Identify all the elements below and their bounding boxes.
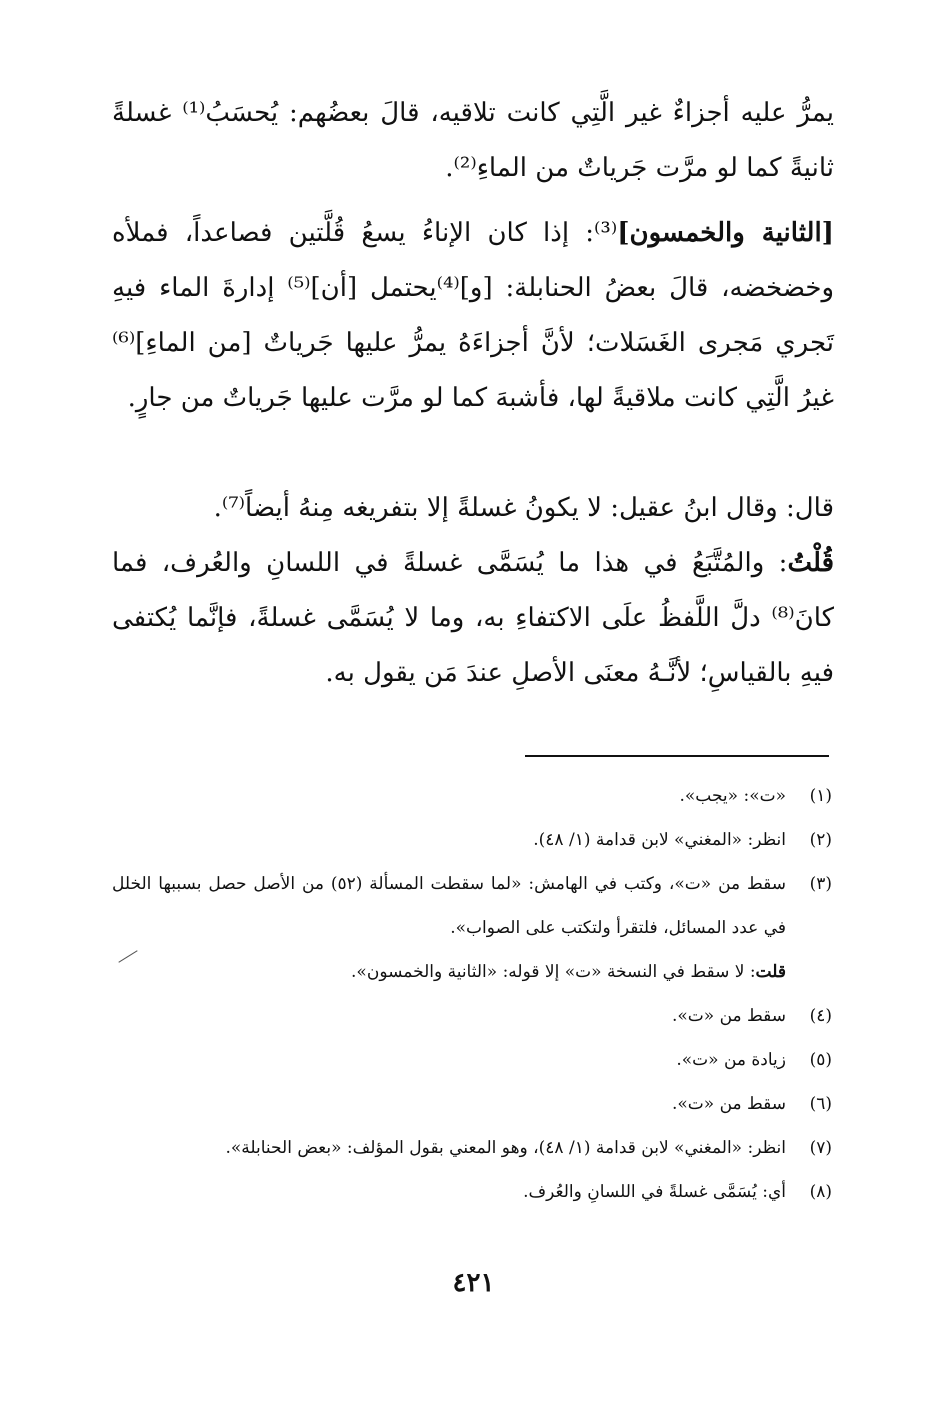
paragraph	[112, 206, 834, 426]
footnote	[112, 774, 832, 818]
footnote-text: سقط من «ت».	[671, 1006, 786, 1026]
paragraph: قال: وقال ابنُ عقيل: لا يكونُ غسلةً إلا بتفريغه مِنهُ أيضاً⁽⁷⁾.	[213, 493, 834, 523]
footnote	[112, 1082, 832, 1126]
footnote-number: (٧)	[809, 1138, 832, 1158]
footnote-number: (٥)	[809, 1050, 832, 1070]
footnote-number: (٣)	[809, 874, 832, 894]
footnote	[112, 1170, 832, 1214]
paragraph: يمرُّ عليه أجزاءٌ غير الَّتِي كانت تلاقيه، قالَ بعضُهم: يُحسَبُ⁽¹⁾ غسلةً ثانيةً كما لو مرَّت جَرياتٌ من الماءِ⁽²⁾.	[112, 98, 834, 183]
paragraph-body: : والمُتَّبَعُ في هذا ما يُسَمَّى غسلةً في اللسانِ والعُرف، فما كانَ⁽⁸⁾ دلَّ اللَّفظُ علَى الاكتفاءِ به، وما لا يُسَمَّى غسلةً، فإنَّما يُكتفى فيهِ بالقياسِ؛ لأنَّـهُ معنَى الأصلِ عندَ مَن يقول به.	[112, 548, 834, 688]
footnote	[112, 1038, 832, 1082]
footnote	[112, 994, 832, 1038]
footnote-separator	[525, 755, 829, 757]
footnote-text: : لا سقط في النسخة «ت» إلا قوله: «الثانية والخمسون».	[351, 962, 756, 982]
footnote-number: (٢)	[809, 830, 832, 850]
footnote-text: سقط من «ت».	[671, 1094, 786, 1114]
paragraph-body: ⁽³⁾: إذا كان الإناءُ يسعُ قُلَّتين فصاعداً، فملأه وخضخضه، قالَ بعضُ الحنابلة: [و]⁽⁴⁾يحتمل [أن]⁽⁵⁾ إدارةَ الماء فيهِ تَجري مَجرى الغَسَلات؛ لأنَّ أجزاءَهُ يمرُّ عليها جَرياتٌ [من الماءِ]⁽⁶⁾ غيرُ الَّتِي كانت ملاقيةً لها، فأشبهَ كما لو مرَّت عليها جَرياتٌ من جارٍ.	[112, 218, 835, 413]
footnote-number: (٨)	[809, 1182, 832, 1202]
footnote-number: (٤)	[809, 1006, 832, 1026]
footnote-text: سقط من «ت»، وكتب في الهامش: «لما سقطت المسألة (٥٢) من الأصل حصل بسببها الخلل في عدد المسائل، فلتقرأ ولتكتب على الصواب».	[112, 874, 786, 938]
footnote-text: انظر: «المغني» لابن قدامة (١/ ٤٨)، وهو المعني بقول المؤلف: «بعض الحنابلة».	[225, 1138, 786, 1158]
footnote-text: أي: يُسَمَّى غسلةً في اللسانِ والعُرف.	[523, 1182, 786, 1202]
footnote	[112, 818, 832, 862]
main-text	[112, 86, 834, 701]
footnote	[112, 1126, 832, 1170]
footnote-number: (٦)	[809, 1094, 832, 1114]
footnote-text: انظر: «المغني» لابن قدامة (١/ ٤٨).	[533, 830, 786, 850]
footnote-continuation	[112, 950, 832, 994]
author-remark-label: قُلْتُ	[787, 548, 835, 578]
footnote-text: «ت»: «يجب».	[679, 786, 786, 806]
paragraph	[112, 536, 834, 701]
footnote-number: (١)	[809, 786, 832, 806]
footnotes	[112, 774, 832, 1214]
footnote-text: زيادة من «ت».	[676, 1050, 786, 1070]
page-number: ٤٢١	[452, 1268, 495, 1298]
author-remark-label: قلت	[755, 962, 786, 982]
footnote	[112, 862, 832, 950]
section-heading: [الثانية والخمسون]	[617, 218, 834, 248]
